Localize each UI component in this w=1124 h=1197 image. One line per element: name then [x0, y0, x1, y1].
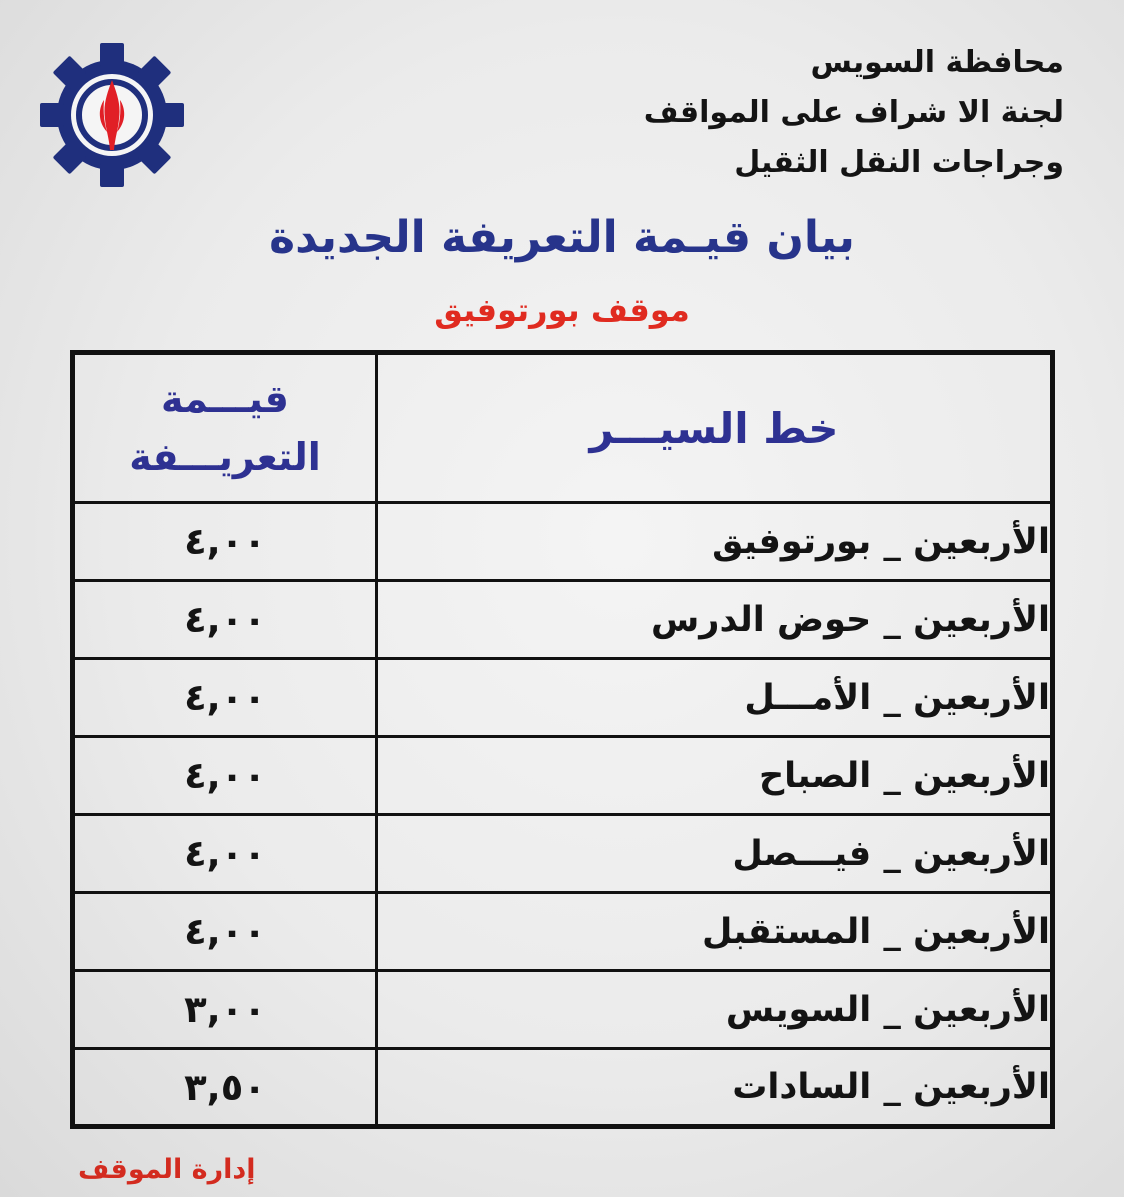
table-row: [73, 659, 1053, 737]
issuer-header: [524, 38, 1064, 188]
page-title: بيان قيـمة التعريفة الجديدة: [269, 212, 855, 263]
column-header-fare: [73, 353, 377, 503]
signature-label: إدارة الموقف: [78, 1154, 256, 1185]
governorate-name: محافظة السويس: [810, 45, 1064, 80]
route-cell: الأربعين _ بورتوفيق: [377, 503, 1053, 581]
fare-cell: ٤,٠٠: [73, 503, 377, 581]
fare-cell: ٤,٠٠: [73, 581, 377, 659]
fare-cell: ٤,٠٠: [73, 737, 377, 815]
route-cell: الأربعين _ الصباح: [377, 737, 1053, 815]
column-header-fare-line2: التعريـــفة: [129, 435, 321, 479]
fare-cell: ٣,٠٠: [73, 971, 377, 1049]
table-row: [73, 503, 1053, 581]
fare-cell: ٤,٠٠: [73, 815, 377, 893]
fare-cell: ٤,٠٠: [73, 659, 377, 737]
column-header-fare-line1: قيـــمة: [161, 377, 289, 421]
table-row: [73, 737, 1053, 815]
route-cell: الأربعين _ الأمـــل: [377, 659, 1053, 737]
committee-name-cont: وجراجات النقل الثقيل: [734, 145, 1064, 180]
fare-table: [70, 350, 1055, 1129]
table-row: [73, 815, 1053, 893]
governorate-logo: [37, 40, 187, 190]
fare-cell: ٤,٠٠: [73, 893, 377, 971]
route-cell: الأربعين _ السادات: [377, 1049, 1053, 1127]
column-header-route: خط السيـــر: [377, 353, 1053, 503]
gear-icon: [37, 40, 187, 190]
station-name: موقف بورتوفيق: [434, 291, 690, 329]
table-row: [73, 971, 1053, 1049]
route-cell: الأربعين _ السويس: [377, 971, 1053, 1049]
table-header-row: [73, 353, 1053, 503]
table-row: [73, 581, 1053, 659]
table-row: [73, 1049, 1053, 1127]
table-row: [73, 893, 1053, 971]
committee-name: لجنة الا شراف على المواقف: [643, 95, 1064, 130]
route-cell: الأربعين _ حوض الدرس: [377, 581, 1053, 659]
route-cell: الأربعين _ فيـــصل: [377, 815, 1053, 893]
fare-cell: ٣,٥٠: [73, 1049, 377, 1127]
route-cell: الأربعين _ المستقبل: [377, 893, 1053, 971]
